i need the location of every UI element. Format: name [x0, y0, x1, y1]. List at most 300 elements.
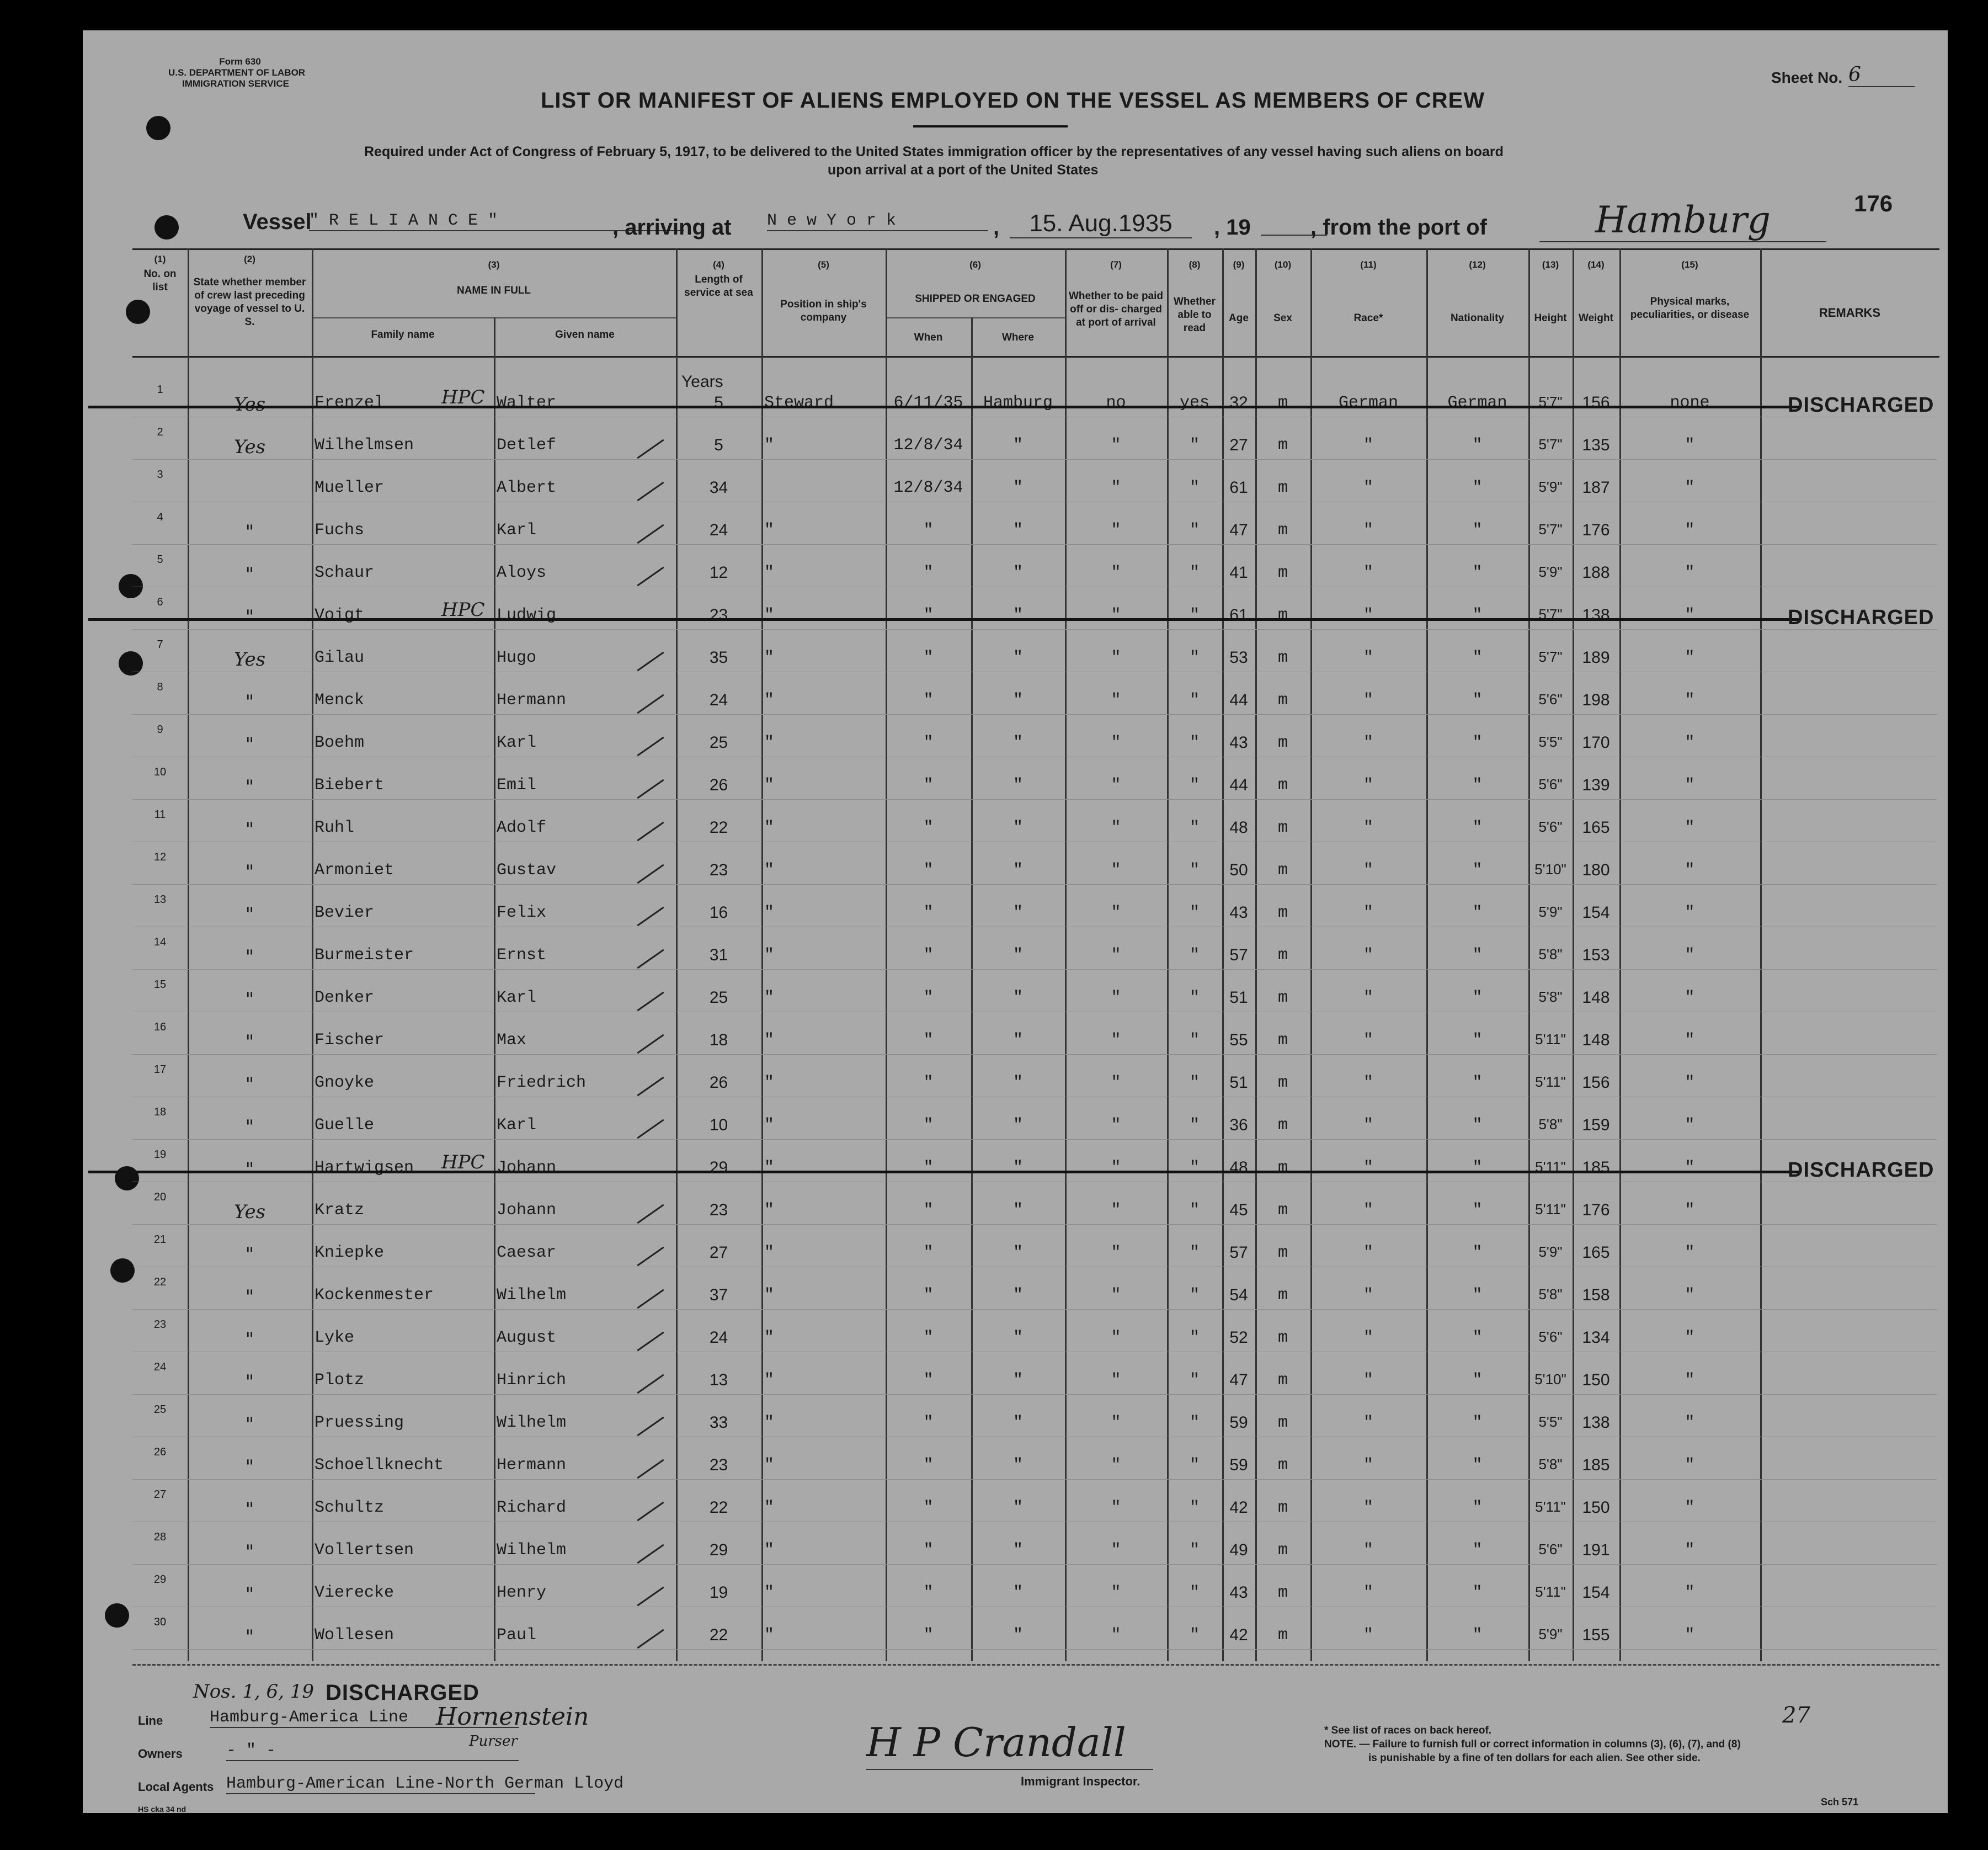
cell-when: " — [923, 1328, 934, 1347]
cell-read: " — [1189, 563, 1200, 582]
inspector-label: Immigrant Inspector. — [1021, 1774, 1140, 1788]
cell-read: " — [1189, 1201, 1200, 1220]
cell-where: " — [1012, 1158, 1023, 1177]
cell-no: 17 — [153, 1064, 167, 1076]
discharge-initials: HPC — [441, 1151, 485, 1173]
cell-position: " — [764, 521, 775, 540]
cell-marks: " — [1685, 1116, 1695, 1135]
cell-marks: " — [1685, 1328, 1695, 1347]
cell-when: " — [923, 818, 934, 837]
cell-marks: " — [1685, 733, 1695, 752]
cell-prev: " — [245, 1498, 254, 1521]
cell-length: 37 — [709, 1286, 728, 1304]
cell-weight: 159 — [1582, 1116, 1610, 1134]
owners-label: Owners — [138, 1747, 183, 1761]
cell-paid: " — [1111, 1243, 1121, 1262]
cell-given: Johann — [497, 1158, 557, 1177]
punch-hole — [146, 116, 170, 140]
cell-position: " — [764, 1243, 775, 1262]
cell-length: 25 — [709, 733, 728, 752]
cell-race: " — [1363, 521, 1373, 540]
cell-paid: " — [1111, 563, 1121, 582]
cell-when: " — [923, 606, 934, 625]
cell-height: 5'11" — [1535, 1583, 1566, 1600]
cell-position: " — [764, 1031, 775, 1050]
cell-position: Steward — [764, 394, 834, 412]
cell-when: " — [923, 1371, 934, 1390]
col-num-12: (12) — [1469, 259, 1486, 270]
cell-given: Karl — [497, 733, 537, 752]
cell-sex: m — [1277, 861, 1288, 880]
cell-no: 12 — [153, 851, 167, 863]
cell-where: " — [1012, 691, 1023, 710]
col-num-13: (13) — [1542, 259, 1559, 270]
cell-no: 30 — [153, 1616, 167, 1628]
cell-position: " — [764, 861, 775, 880]
discharge-initials: HPC — [441, 599, 485, 621]
cell-weight: 158 — [1582, 1286, 1610, 1304]
col-num-5: (5) — [818, 259, 829, 270]
cell-paid: " — [1111, 521, 1121, 540]
cell-position: " — [764, 1498, 775, 1517]
cell-where: " — [1012, 1413, 1023, 1432]
subtitle-line-2: upon arrival at a port of the United States — [828, 162, 1099, 178]
cell-height: 5'8" — [1538, 1456, 1563, 1472]
punch-hole — [126, 300, 150, 324]
cell-age: 61 — [1229, 479, 1248, 497]
cell-position: " — [764, 818, 775, 837]
cell-read: " — [1189, 606, 1200, 625]
cell-read: " — [1189, 1413, 1200, 1432]
owners-value: - " - — [226, 1741, 519, 1761]
arriving-port: N e w Y o r k — [767, 211, 988, 231]
cell-where: " — [1012, 436, 1023, 455]
cell-position: " — [764, 1413, 775, 1432]
header-sex: Sex — [1273, 312, 1292, 324]
cell-paid: " — [1111, 1158, 1121, 1177]
cell-read: " — [1189, 861, 1200, 880]
cell-marks: " — [1685, 1456, 1695, 1475]
cell-prev: " — [245, 1541, 254, 1563]
cell-length: 13 — [709, 1371, 728, 1389]
row-rule — [132, 884, 1937, 885]
line-value: Hamburg-America Line — [210, 1708, 519, 1728]
cell-age: 44 — [1229, 691, 1248, 709]
col-num-11: (11) — [1360, 259, 1377, 270]
cell-race: " — [1363, 1371, 1373, 1390]
cell-weight: 135 — [1582, 436, 1610, 454]
cell-family: Gnoyke — [315, 1073, 375, 1092]
cell-prev: Yes — [233, 394, 266, 416]
cell-paid: " — [1111, 1073, 1121, 1092]
cell-prev: " — [245, 1286, 254, 1308]
cell-read: " — [1189, 479, 1200, 497]
cell-nat: " — [1472, 1243, 1483, 1262]
cell-position: " — [764, 1116, 775, 1135]
manifest-sheet — [83, 30, 1948, 1813]
cell-length: 26 — [709, 1073, 728, 1092]
cell-height: 5'8" — [1538, 988, 1563, 1005]
cell-where: " — [1012, 1286, 1023, 1305]
cell-race: " — [1363, 1626, 1373, 1645]
cell-family: Fischer — [315, 1031, 385, 1050]
cell-sex: m — [1277, 648, 1288, 667]
cell-nat: " — [1472, 861, 1483, 880]
cell-when: " — [923, 1583, 934, 1602]
cell-prev: Yes — [233, 1201, 266, 1223]
cell-length: 29 — [709, 1541, 728, 1559]
years-label: Years — [681, 373, 723, 391]
row-rule — [132, 714, 1937, 715]
cell-height: 5'9" — [1538, 1243, 1563, 1260]
cell-read: " — [1189, 1031, 1200, 1050]
cell-position: " — [764, 1158, 775, 1177]
cell-no: 1 — [157, 384, 163, 396]
cell-nat: " — [1472, 776, 1483, 795]
cell-age: 59 — [1229, 1456, 1248, 1474]
cell-height: 5'8" — [1538, 946, 1563, 963]
cell-age: 48 — [1229, 1158, 1248, 1177]
cell-position: " — [764, 1541, 775, 1560]
cell-no: 15 — [153, 979, 167, 991]
cell-no: 18 — [153, 1106, 167, 1118]
cell-when: " — [923, 861, 934, 880]
cell-position: " — [764, 1456, 775, 1475]
note-line-2: is punishable by a fine of ten dollars for each alien. See other side. — [1368, 1752, 1701, 1764]
cell-race: " — [1363, 988, 1373, 1007]
header-paid-off: Whether to be paid off or dis- charged at port of arrival — [1069, 290, 1163, 328]
cell-no: 28 — [153, 1531, 167, 1543]
cell-prev: " — [245, 1583, 254, 1606]
cell-prev: Yes — [233, 648, 266, 671]
cell-read: " — [1189, 1371, 1200, 1390]
cell-paid: " — [1111, 1371, 1121, 1390]
strike-through-line — [88, 1171, 1799, 1173]
cell-no: 29 — [153, 1573, 167, 1586]
cell-prev: " — [245, 861, 254, 883]
punch-hole — [110, 1258, 135, 1283]
header-physical-marks: Physical marks, peculiarities, or disease — [1630, 296, 1750, 321]
col-num-6: (6) — [969, 259, 981, 270]
cell-read: " — [1189, 1583, 1200, 1602]
manifest-title: LIST OR MANIFEST OF ALIENS EMPLOYED ON THE VESSEL AS MEMBERS OF CREW — [541, 88, 1485, 113]
cell-height: 5'11" — [1535, 1031, 1566, 1048]
cell-length: 25 — [709, 988, 728, 1007]
cell-sex: m — [1277, 436, 1288, 455]
cell-no: 8 — [157, 681, 163, 693]
cell-sex: m — [1277, 946, 1288, 965]
header-when: When — [914, 332, 943, 343]
cell-marks: " — [1685, 1371, 1695, 1390]
cell-weight: 187 — [1582, 479, 1610, 497]
cell-height: 5'11" — [1535, 1073, 1566, 1090]
cell-family: Vierecke — [315, 1583, 395, 1602]
cell-prev: " — [245, 1031, 254, 1053]
cell-weight: 150 — [1582, 1498, 1610, 1517]
cell-paid: " — [1111, 436, 1121, 455]
inspector-signature-line — [866, 1769, 1153, 1770]
cell-race: " — [1363, 648, 1373, 667]
cell-prev: " — [245, 1456, 254, 1478]
cell-paid: " — [1111, 1031, 1121, 1050]
cell-weight: 148 — [1582, 1031, 1610, 1049]
cell-paid: " — [1111, 946, 1121, 965]
col-num-8: (8) — [1188, 259, 1201, 270]
cell-where: " — [1012, 861, 1023, 880]
cell-nat: " — [1472, 818, 1483, 837]
cell-paid: " — [1111, 733, 1121, 752]
cell-race: " — [1363, 861, 1373, 880]
cell-no: 22 — [153, 1276, 167, 1288]
cell-race: " — [1363, 903, 1373, 922]
master-signature: Hornenstein — [436, 1703, 589, 1731]
cell-sex: m — [1277, 988, 1288, 1007]
strike-through-line — [88, 406, 1799, 408]
cell-sex: m — [1277, 606, 1288, 625]
cell-length: 26 — [709, 776, 728, 794]
cell-read: " — [1189, 988, 1200, 1007]
cell-race: " — [1363, 563, 1373, 582]
cell-when: " — [923, 1541, 934, 1560]
cell-family: Gilau — [315, 648, 365, 667]
cell-race: " — [1363, 1286, 1373, 1305]
cell-given: Walter — [497, 394, 557, 412]
cell-position: " — [764, 1371, 775, 1390]
agents-value: Hamburg-American Line-North German Lloyd — [226, 1774, 624, 1793]
cell-sex: m — [1277, 1286, 1288, 1305]
from-port: Hamburg — [1539, 199, 1826, 242]
cell-height: 5'6" — [1538, 818, 1563, 835]
row-rule — [132, 1139, 1937, 1140]
cell-age: 49 — [1229, 1541, 1248, 1559]
cell-length: 12 — [709, 563, 728, 582]
cell-weight: 185 — [1582, 1456, 1610, 1474]
cell-weight: 180 — [1582, 861, 1610, 879]
subtitle-line-1: Required under Act of Congress of February 5, 1917, to be delivered to the United States immigration officer by the representatives of any vessel having such aliens on board — [364, 144, 1504, 160]
cell-age: 55 — [1229, 1031, 1248, 1049]
cell-marks: " — [1685, 861, 1695, 880]
cell-when: " — [923, 988, 934, 1007]
cell-paid: " — [1111, 479, 1121, 497]
cell-paid: " — [1111, 648, 1121, 667]
cell-nat: " — [1472, 988, 1483, 1007]
cell-where: " — [1012, 1243, 1023, 1262]
cell-paid: " — [1111, 818, 1121, 837]
cell-nat: " — [1472, 1498, 1483, 1517]
cell-read: yes — [1179, 394, 1209, 412]
cell-nat: " — [1472, 1583, 1483, 1602]
cell-no: 9 — [157, 724, 163, 736]
shipped-subheader-rule — [886, 317, 1065, 318]
cell-marks: " — [1685, 1626, 1695, 1645]
cell-marks: " — [1685, 563, 1695, 582]
cell-marks: " — [1685, 1498, 1695, 1517]
cell-given: Richard — [497, 1498, 567, 1517]
col-num-15: (15) — [1681, 259, 1698, 270]
cell-length: 19 — [709, 1583, 728, 1602]
cell-where: " — [1012, 1626, 1023, 1645]
service-name: IMMIGRATION SERVICE — [182, 78, 289, 89]
cell-sex: m — [1277, 563, 1288, 582]
cell-race: " — [1363, 1541, 1373, 1560]
cell-sex: m — [1277, 776, 1288, 795]
cell-no: 24 — [153, 1361, 167, 1373]
cell-weight: 139 — [1582, 776, 1610, 794]
cell-marks: " — [1685, 1413, 1695, 1432]
cell-where: " — [1012, 1541, 1023, 1560]
cell-read: " — [1189, 521, 1200, 540]
cell-where: Hamburg — [983, 394, 1053, 412]
cell-when: " — [923, 1286, 934, 1305]
remark-discharged-stamp: DISCHARGED — [1788, 1158, 1934, 1182]
cell-sex: m — [1277, 394, 1288, 412]
cell-length: 22 — [709, 818, 728, 837]
cell-sex: m — [1277, 1413, 1288, 1432]
cell-position: " — [764, 1286, 775, 1305]
cell-position: " — [764, 1328, 775, 1347]
col-num-3: (3) — [488, 259, 500, 270]
cell-family: Burmeister — [315, 946, 414, 965]
cell-no: 2 — [157, 426, 163, 438]
cell-given: Karl — [497, 988, 537, 1007]
cell-when: " — [923, 1158, 934, 1177]
remark-discharged-stamp: DISCHARGED — [1788, 606, 1934, 629]
cell-marks: " — [1685, 946, 1695, 965]
cell-age: 32 — [1229, 394, 1248, 412]
cell-race: " — [1363, 1031, 1373, 1050]
cell-length: 23 — [709, 606, 728, 624]
col-num-7: (7) — [1110, 259, 1122, 270]
remark-discharged-stamp: DISCHARGED — [1788, 394, 1934, 417]
cell-position: " — [764, 1073, 775, 1092]
cell-nat: " — [1472, 606, 1483, 625]
cell-nat: " — [1472, 479, 1483, 497]
header-where: Where — [1001, 332, 1035, 343]
cell-where: " — [1012, 521, 1023, 540]
row-rule — [132, 1224, 1937, 1225]
cell-height: 5'11" — [1535, 1158, 1566, 1175]
col-num-14: (14) — [1587, 259, 1605, 270]
cell-nat: " — [1472, 1626, 1483, 1645]
cell-race: German — [1338, 394, 1399, 412]
cell-family: Boehm — [315, 733, 365, 752]
cell-height: 5'7" — [1538, 606, 1563, 623]
cell-length: 29 — [709, 1158, 728, 1177]
cell-given: Hugo — [497, 648, 537, 667]
col-num-2: (2) — [244, 254, 255, 264]
cell-given: August — [497, 1328, 557, 1347]
cell-marks: " — [1685, 1243, 1695, 1262]
row-rule — [132, 1054, 1937, 1055]
cell-where: " — [1012, 1583, 1023, 1602]
cell-weight: 165 — [1582, 1243, 1610, 1262]
cell-family: Schoellknecht — [315, 1456, 444, 1475]
cell-when: " — [923, 648, 934, 667]
cell-position: " — [764, 946, 775, 965]
cell-height: 5'11" — [1535, 1201, 1566, 1218]
cell-weight: 153 — [1582, 946, 1610, 964]
cell-height: 5'8" — [1538, 1286, 1563, 1303]
cell-weight: 165 — [1582, 818, 1610, 837]
col-divider — [1760, 248, 1762, 1661]
cell-family: Hartwigsen — [315, 1158, 414, 1177]
from-label: , from the port of — [1310, 215, 1487, 240]
cell-height: 5'9" — [1538, 1626, 1563, 1642]
cell-no: 10 — [153, 766, 167, 778]
cell-age: 57 — [1229, 1243, 1248, 1262]
cell-weight: 185 — [1582, 1158, 1610, 1177]
cell-age: 27 — [1229, 436, 1248, 454]
cell-given: Paul — [497, 1626, 537, 1645]
cell-given: Adolf — [497, 818, 547, 837]
cell-age: 57 — [1229, 946, 1248, 964]
cell-sex: m — [1277, 1328, 1288, 1347]
cell-age: 51 — [1229, 988, 1248, 1007]
cell-family: Biebert — [315, 776, 385, 795]
header-name-in-full: NAME IN FULL — [456, 285, 531, 296]
header-nationality: Nationality — [1450, 312, 1505, 324]
cell-sex: m — [1277, 1116, 1288, 1135]
cell-read: " — [1189, 691, 1200, 710]
header-position: Position in ship's company — [780, 299, 867, 323]
cell-weight: 134 — [1582, 1328, 1610, 1347]
cell-prev: Yes — [233, 436, 266, 458]
cell-prev: " — [245, 1116, 254, 1138]
cell-given: Wilhelm — [497, 1541, 567, 1560]
cell-nat: " — [1472, 1158, 1483, 1177]
line-label: Line — [138, 1714, 163, 1727]
cell-when: " — [923, 1031, 934, 1050]
cell-prev: " — [245, 1371, 254, 1393]
cell-position: " — [764, 1583, 775, 1602]
row-rule — [132, 629, 1937, 630]
cell-nat: " — [1472, 1201, 1483, 1220]
cell-length: 27 — [709, 1243, 728, 1262]
cell-race: " — [1363, 436, 1373, 455]
cell-where: " — [1012, 733, 1023, 752]
table-top-rule — [132, 248, 1939, 250]
cell-paid: " — [1111, 1541, 1121, 1560]
cell-where: " — [1012, 606, 1023, 625]
cell-given: Friedrich — [497, 1073, 587, 1092]
cell-weight: 176 — [1582, 1201, 1610, 1219]
cell-race: " — [1363, 479, 1373, 497]
cell-read: " — [1189, 436, 1200, 455]
cell-height: 5'9" — [1538, 903, 1563, 920]
cell-weight: 138 — [1582, 1413, 1610, 1432]
header-height: Height — [1534, 312, 1567, 324]
cell-marks: " — [1685, 1073, 1695, 1092]
cell-marks: " — [1685, 1201, 1695, 1220]
cell-marks: " — [1685, 818, 1695, 837]
cell-no: 11 — [154, 809, 166, 821]
cell-sex: m — [1277, 1626, 1288, 1645]
note-line-1: NOTE. — Failure to furnish full or correct information in columns (3), (6), (7), and (8) — [1324, 1739, 1741, 1750]
cell-read: " — [1189, 1626, 1200, 1645]
cell-paid: " — [1111, 606, 1121, 625]
cell-when: " — [923, 691, 934, 710]
cell-prev: " — [245, 946, 254, 968]
cell-nat: " — [1472, 691, 1483, 710]
cell-prev: " — [245, 1243, 254, 1266]
cell-sex: m — [1277, 818, 1288, 837]
cell-when: " — [923, 776, 934, 795]
cell-length: 34 — [709, 479, 728, 497]
cell-weight: 170 — [1582, 733, 1610, 752]
cell-read: " — [1189, 1456, 1200, 1475]
row-rule — [132, 459, 1937, 460]
cell-no: 13 — [153, 894, 167, 906]
